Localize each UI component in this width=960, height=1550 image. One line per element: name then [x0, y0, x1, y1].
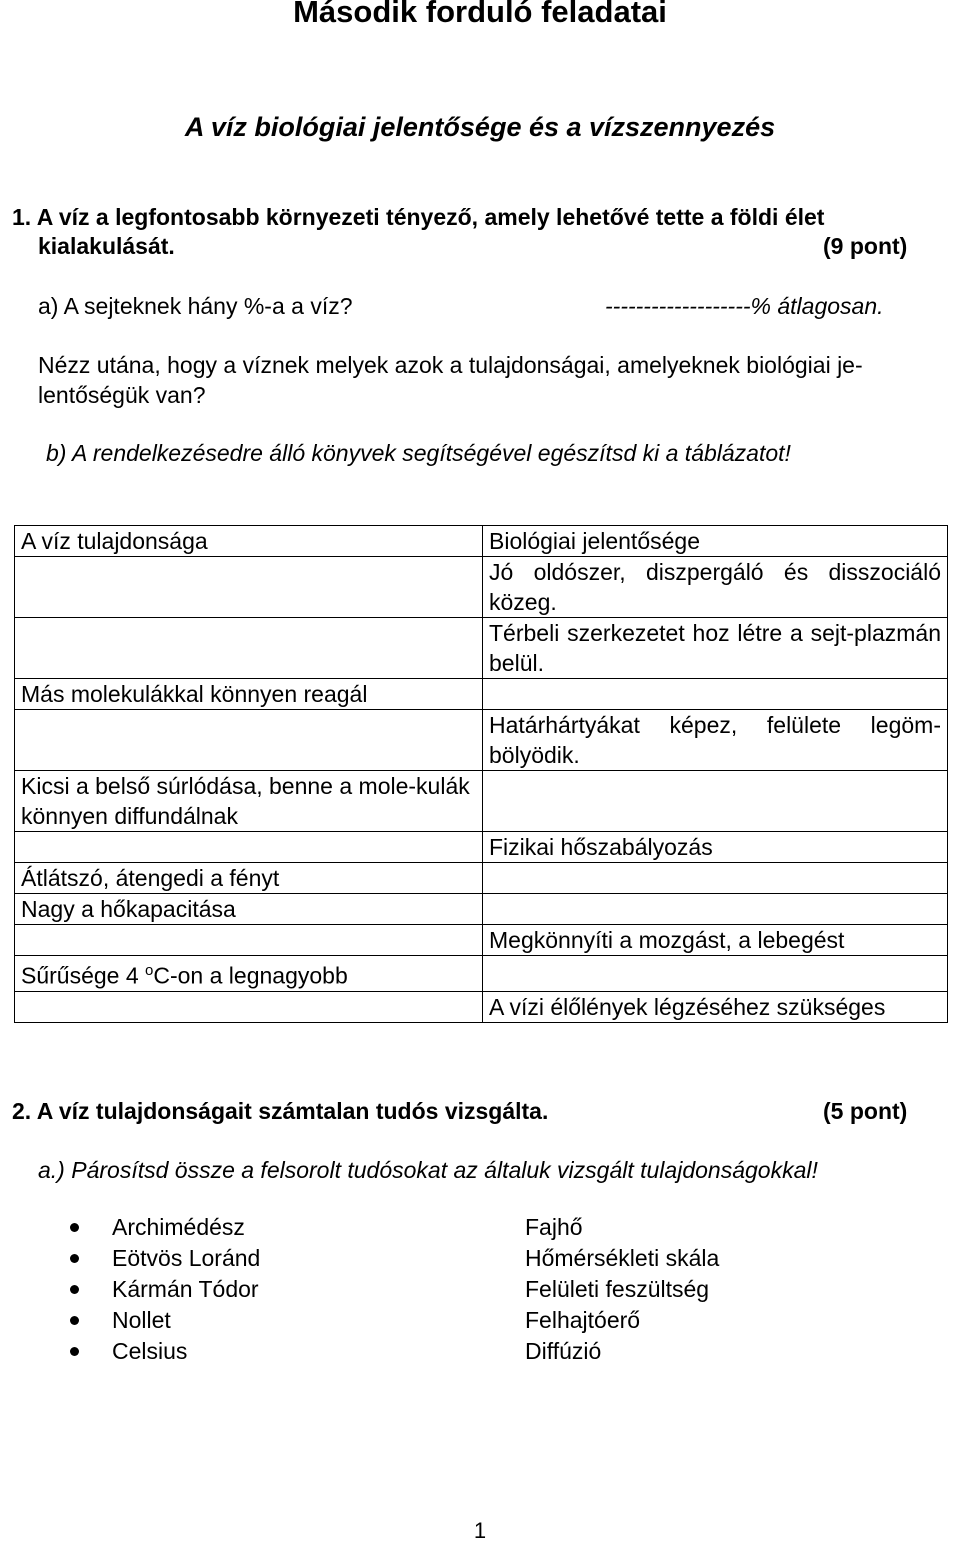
properties-table	[14, 525, 948, 1023]
table-cell-property[interactable]	[15, 710, 483, 771]
table-cell-property[interactable]	[15, 925, 483, 956]
list-item: Hőmérsékleti skála	[525, 1245, 720, 1271]
table-cell-significance: Megkönnyíti a mozgást, a lebegést	[483, 925, 948, 956]
bullet-icon	[70, 1223, 79, 1232]
table-cell-significance[interactable]	[483, 956, 948, 992]
list-item: Felhajtóerő	[525, 1307, 641, 1333]
property-list	[525, 1212, 719, 1367]
table-row	[15, 894, 948, 925]
task2-points: (5 pont)	[823, 1098, 908, 1124]
list-item	[70, 1336, 260, 1367]
bullet-icon	[70, 1254, 79, 1263]
bullet-icon	[70, 1285, 79, 1294]
task1-heading-line2: kialakulását.	[38, 233, 175, 259]
task1-a-answer: -------------------% átlagosan.	[605, 293, 884, 319]
table-cell-significance: Fizikai hőszabályozás	[483, 832, 948, 863]
scientist-name: Archimédész	[112, 1214, 245, 1240]
table-cell-property: Kicsi a belső súrlódása, benne a mole-kulák könnyen diffundálnak	[15, 771, 483, 832]
scientist-name: Celsius	[112, 1338, 188, 1364]
table-cell-significance: A vízi élőlények légzéséhez szükséges	[483, 991, 948, 1022]
table-cell-property	[15, 956, 483, 992]
task1-note-line2: lentőségük van?	[38, 382, 206, 408]
table-row	[15, 771, 948, 832]
density-suffix: C-on a legnagyobb	[153, 962, 348, 989]
table-cell-significance[interactable]	[483, 679, 948, 710]
table-cell-property: Átlátszó, átengedi a fényt	[15, 863, 483, 894]
table-cell-significance: Jó oldószer, diszpergáló és disszociáló közeg.	[483, 557, 948, 618]
table-cell-significance[interactable]	[483, 771, 948, 832]
table-header-property: A víz tulajdonsága	[15, 526, 483, 557]
bullet-icon	[70, 1316, 79, 1325]
scientist-name: Eötvös Loránd	[112, 1245, 261, 1271]
page-number: 1	[473, 1518, 487, 1543]
table-row	[15, 557, 948, 618]
table-row	[15, 710, 948, 771]
page-subtitle: A víz biológiai jelentősége és a vízszennyezés	[184, 112, 776, 142]
scientist-list	[70, 1212, 260, 1367]
table-row	[15, 679, 948, 710]
table-cell-property[interactable]	[15, 618, 483, 679]
table-cell-significance: Térbeli szerkezetet hoz létre a sejt-plazmán belül.	[483, 618, 948, 679]
table-cell-property: Más molekulákkal könnyen reagál	[15, 679, 483, 710]
table-row	[15, 991, 948, 1022]
table-cell-significance[interactable]	[483, 863, 948, 894]
list-item: Felületi feszültség	[525, 1276, 710, 1302]
degree-superscript: o	[145, 962, 154, 979]
table-cell-significance[interactable]	[483, 894, 948, 925]
scientist-name: Nollet	[112, 1307, 171, 1333]
list-item: Diffúzió	[525, 1338, 602, 1364]
bullet-icon	[70, 1347, 79, 1356]
density-prefix: Sűrűsége 4	[21, 962, 146, 989]
table-cell-property[interactable]	[15, 557, 483, 618]
task1-heading-line1: 1. A víz a legfontosabb környezeti tényező, amely lehetővé tette a földi élet	[12, 204, 825, 230]
table-cell-significance: Határhártyákat képez, felülete legöm-bölyödik.	[483, 710, 948, 771]
task2-instruction: a.) Párosítsd össze a felsorolt tudósokat az általuk vizsgált tulajdonságokkal!	[38, 1157, 818, 1183]
table-row	[15, 832, 948, 863]
table-header-row	[15, 526, 948, 557]
table-cell-property: Nagy a hőkapacitása	[15, 894, 483, 925]
table-cell-property[interactable]	[15, 832, 483, 863]
table-row	[15, 956, 948, 992]
task1-points: (9 pont)	[823, 233, 908, 259]
list-item	[70, 1274, 260, 1305]
list-item	[70, 1212, 260, 1243]
page-title: Második forduló feladatai	[293, 0, 667, 29]
list-item	[70, 1243, 260, 1274]
scientist-name: Kármán Tódor	[112, 1276, 259, 1302]
table-row	[15, 863, 948, 894]
table-row	[15, 618, 948, 679]
task1-b-instruction: b) A rendelkezésedre álló könyvek segítségével egészítsd ki a táblázatot!	[46, 440, 791, 466]
table-header-significance: Biológiai jelentősége	[483, 526, 948, 557]
table-cell-property[interactable]	[15, 991, 483, 1022]
list-item: Fajhő	[525, 1214, 583, 1240]
table-row	[15, 925, 948, 956]
task1-a-question: a) A sejteknek hány %-a a víz?	[38, 293, 353, 319]
task2-heading: 2. A víz tulajdonságait számtalan tudós vizsgálta.	[12, 1098, 549, 1124]
list-item	[70, 1305, 260, 1336]
task1-note-line1: Nézz utána, hogy a víznek melyek azok a tulajdonságai, amelyeknek biológiai je-	[38, 352, 863, 378]
